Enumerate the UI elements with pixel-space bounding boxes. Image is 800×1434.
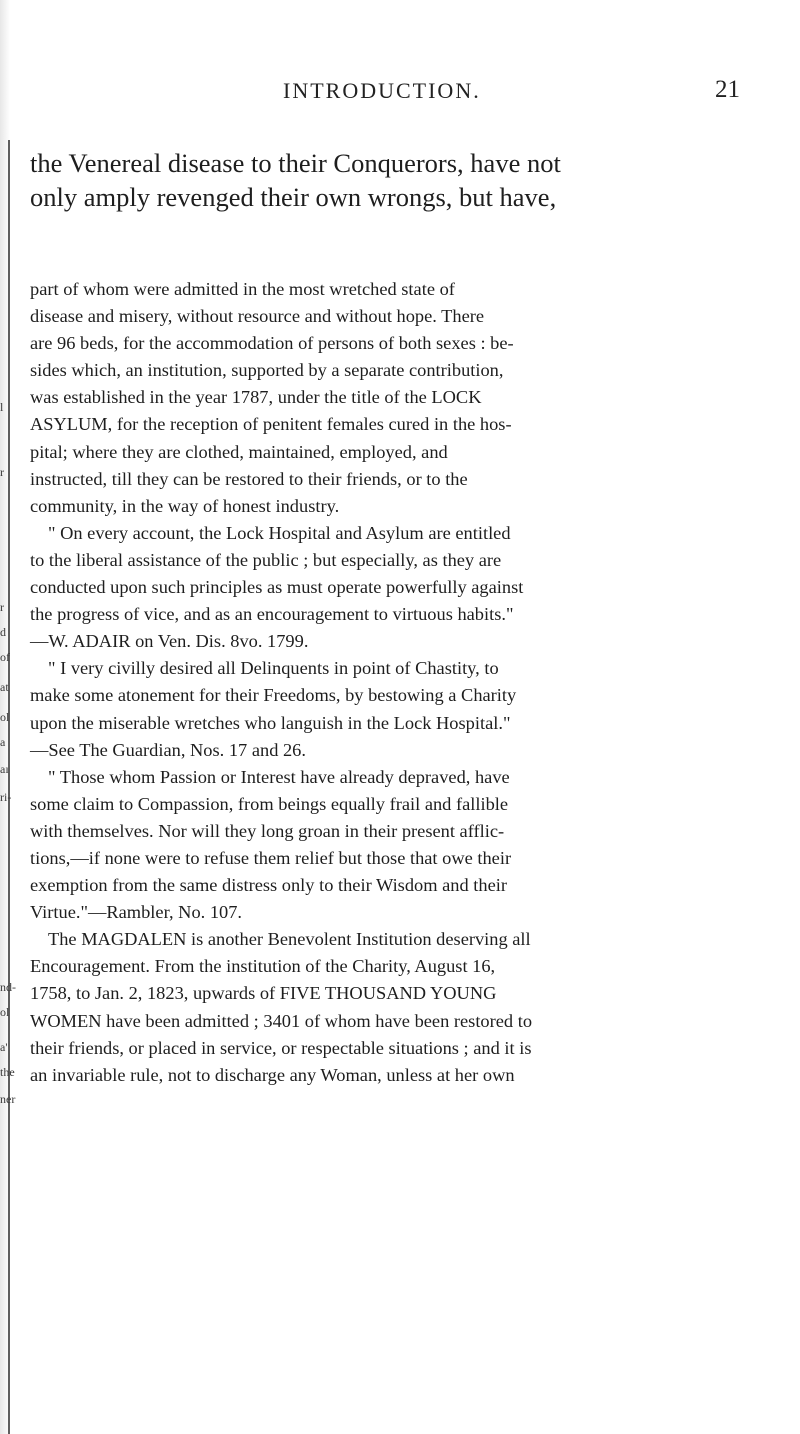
text-line: " Those whom Passion or Interest have already depraved, have [48,766,510,787]
text-line: only amply revenged their own wrongs, but have, [30,182,557,212]
text-line: ASYLUM, for the reception of penitent females cured in the hos- [30,414,512,435]
text-line: 1758, to Jan. 2, 1823, upwards of FIVE THOUSAND YOUNG [30,983,497,1004]
text-line: —W. ADAIR on Ven. Dis. 8vo. 1799. [30,631,309,652]
text-line: was established in the year 1787, under the title of the LOCK [30,387,482,408]
margin-fragment: the [0,1065,15,1079]
text-line: make some atonement for their Freedoms, by bestowing a Charity [30,685,517,706]
text-line: conducted upon such principles as must operate powerfully against [30,577,524,598]
text-line: sides which, an institution, supported by a separate contribution, [30,360,504,381]
margin-fragment: of [0,650,10,664]
margin-fragment: aı [0,762,9,776]
text-line: to the liberal assistance of the public ; but especially, as they are [30,549,502,570]
text-line: community, in the way of honest industry. [30,495,340,516]
text-line: WOMEN have been admitted ; 3401 of whom have been restored to [30,1010,533,1031]
large-text-block [30,146,792,214]
text-line: upon the miserable wretches who languish in the Lock Hospital." [30,712,511,733]
text-line: an invariable rule, not to discharge any Woman, unless at her own [30,1064,515,1085]
margin-fragment: d [0,625,6,639]
margin-fragment: l [0,400,4,414]
text-line: disease and misery, without resource and without hope. There [30,306,485,327]
running-head [0,78,800,108]
text-line: their friends, or placed in service, or respectable situations ; and it is [30,1037,532,1058]
margin-fragments [0,0,14,1434]
text-line: the Venereal disease to their Conquerors, have not [30,148,561,178]
margin-fragment: nd- [0,980,16,994]
text-line: part of whom were admitted in the most wretched state of [30,279,455,299]
body-text [30,276,792,1089]
text-line: with themselves. Nor will they long groan in their present afflic- [30,820,505,841]
text-line: Encouragement. From the institution of the Charity, August 16, [30,956,496,977]
text-line: tions,—if none were to refuse them relief but those that owe their [30,847,512,868]
text-line: " I very civilly desired all Delinquents in point of Chastity, to [48,658,499,679]
margin-fragment: at [0,680,9,694]
text-line: —See The Guardian, Nos. 17 and 26. [30,739,306,760]
text-line: exemption from the same distress only to their Wisdom and their [30,875,507,896]
margin-fragment: a [0,735,6,749]
margin-fragment: r [0,465,4,479]
text-line: pital; where they are clothed, maintained, employed, and [30,441,448,462]
margin-fragment: a' [0,1040,8,1054]
text-line: " On every account, the Lock Hospital and Asylum are entitled [48,522,511,543]
margin-fragment: ol [0,1005,10,1019]
text-line: instructed, till they can be restored to their friends, or to the [30,468,468,489]
text-line: the progress of vice, and as an encouragement to virtuous habits." [30,604,514,625]
margin-fragment: ri- [0,790,12,804]
margin-fragment: ner [0,1092,16,1106]
page-number: 21 [715,76,740,103]
text-line: some claim to Compassion, from beings equally frail and fallible [30,793,509,814]
text-line: are 96 beds, for the accommodation of persons of both sexes : be- [30,333,514,354]
text-line: The MAGDALEN is another Benevolent Institution deserving all [48,929,531,950]
margin-fragment: r [0,600,4,614]
page-title: INTRODUCTION. [283,78,481,103]
margin-fragment: ol [0,710,10,724]
text-line: Virtue."—Rambler, No. 107. [30,902,243,923]
